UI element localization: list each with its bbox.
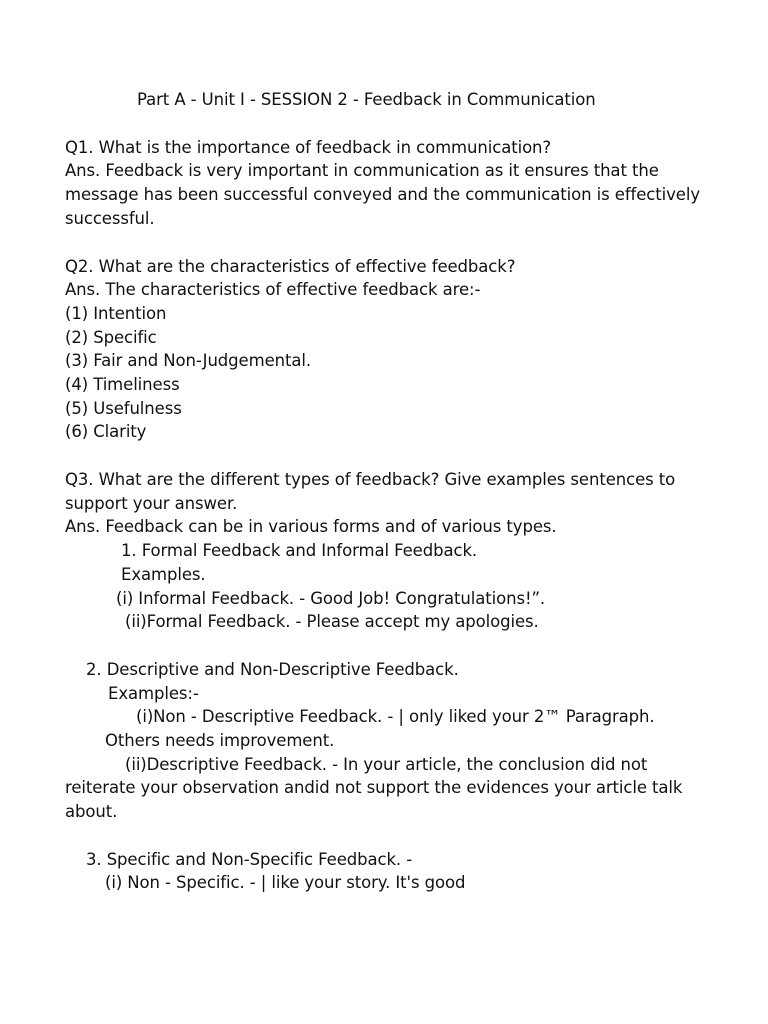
q1-answer-line: successful. — [65, 209, 155, 228]
type2-example-ii-line: (ii)Descriptive Feedback. - In your article, the conclusion did not — [125, 755, 648, 774]
type3-example-i: (i) Non - Specific. - | like your story. It's good — [105, 873, 466, 892]
q3-question-line: Q3. What are the different types of feedback? Give examples sentences to — [65, 470, 676, 489]
q2-list-item: (4) Timeliness — [65, 375, 180, 394]
type1-heading: 1. Formal Feedback and Informal Feedback. — [121, 541, 478, 560]
type2-examples-label: Examples:- — [108, 684, 199, 703]
q2-list-item: (6) Clarity — [65, 422, 147, 441]
type2-heading: 2. Descriptive and Non-Descriptive Feedback. — [86, 660, 459, 679]
type2-example-ii-line: reiterate your observation andid not support the evidences your article talk — [65, 778, 683, 797]
type3-heading: 3. Specific and Non-Specific Feedback. - — [86, 850, 413, 869]
q1-answer-line: message has been successful conveyed and the communication is effectively — [65, 185, 700, 204]
type1-example-i: (i) Informal Feedback. - Good Job! Congratulations!”. — [116, 589, 546, 608]
q1-answer-line: Ans. Feedback is very important in communication as it ensures that the — [65, 161, 659, 180]
q2-list-item: (2) Specific — [65, 328, 157, 347]
q2-list-item: (3) Fair and Non-Judgemental. — [65, 351, 311, 370]
q3-answer-intro: Ans. Feedback can be in various forms and of various types. — [65, 517, 557, 536]
type2-example-i-line: Others needs improvement. — [105, 731, 335, 750]
q2-list-item: (1) Intention — [65, 304, 167, 323]
q2-answer-intro: Ans. The characteristics of effective feedback are:- — [65, 280, 481, 299]
document-title: Part A - Unit I - SESSION 2 - Feedback in Communication — [137, 90, 596, 109]
type1-example-ii: (ii)Formal Feedback. - Please accept my apologies. — [125, 612, 539, 631]
type2-example-i-line: (i)Non - Descriptive Feedback. - | only liked your 2™ Paragraph. — [136, 707, 655, 726]
type1-examples-label: Examples. — [121, 565, 206, 584]
q2-question: Q2. What are the characteristics of effective feedback? — [65, 257, 516, 276]
q3-question-line: support your answer. — [65, 494, 238, 513]
q1-question: Q1. What is the importance of feedback in communication? — [65, 138, 552, 157]
type2-example-ii-line: about. — [65, 802, 118, 821]
q2-list-item: (5) Usefulness — [65, 399, 182, 418]
